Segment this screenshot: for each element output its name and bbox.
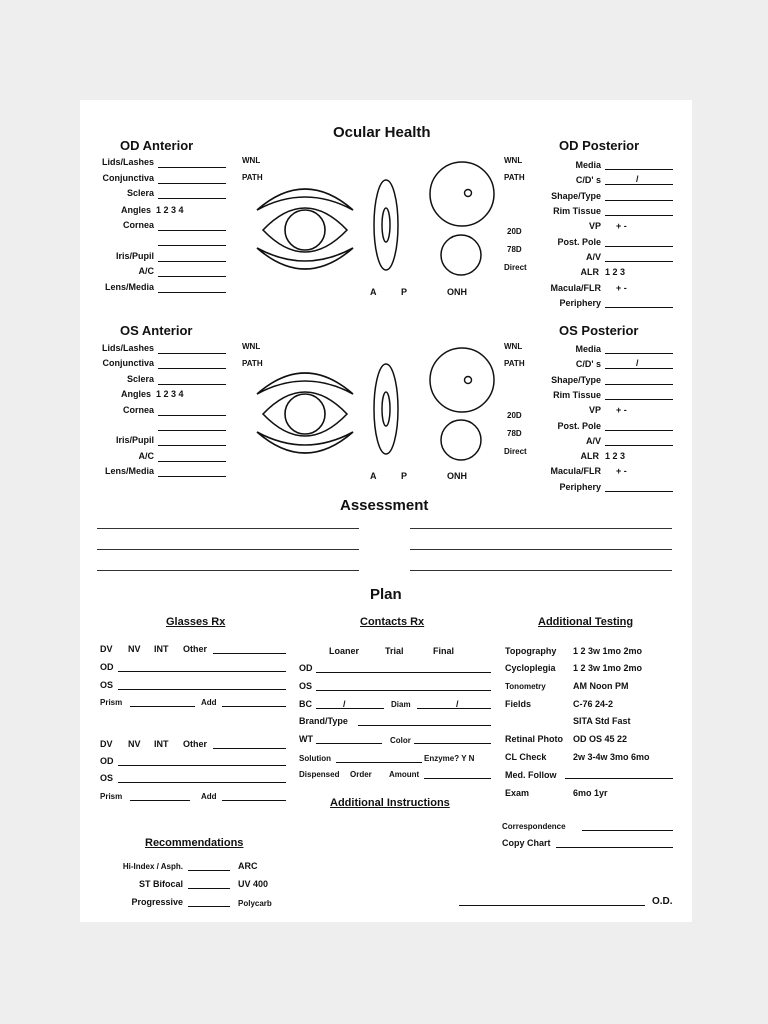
glasses-dv-option-1[interactable]: DV	[100, 644, 113, 654]
od-lens-cross-section-diagram	[372, 178, 400, 272]
os-conj-label: Conjunctiva	[102, 358, 154, 368]
os-shape-label: Shape/Type	[551, 375, 601, 385]
os-shape-field[interactable]	[605, 384, 673, 385]
od-macula-options[interactable]: + -	[616, 283, 627, 293]
glasses-nv-option-2[interactable]: NV	[128, 739, 141, 749]
os-wnl-label[interactable]: WNL	[242, 342, 261, 351]
od-rim-field[interactable]	[605, 215, 673, 216]
contacts-order-option[interactable]: Order	[350, 770, 372, 779]
glasses-other-label-1: Other	[183, 644, 208, 654]
od-vp-options[interactable]: + -	[616, 221, 627, 231]
contacts-trial-option[interactable]: Trial	[385, 646, 404, 656]
od-cornea-field-2[interactable]	[158, 245, 226, 246]
os-cd-field[interactable]	[605, 368, 673, 369]
os-cornea-field[interactable]	[158, 415, 226, 416]
contacts-diam-slash: /	[456, 699, 459, 709]
os-onh-circle-diagram	[439, 418, 483, 462]
od-anterior-eye-diagram	[255, 178, 355, 280]
testing-retinal-photo-label: Retinal Photo	[505, 734, 563, 744]
od-sclera-field[interactable]	[158, 198, 226, 199]
od-media-field[interactable]	[605, 169, 673, 170]
od-media-label: Media	[575, 160, 601, 170]
od-lids-field[interactable]	[158, 167, 226, 168]
glasses-od-label-2: OD	[100, 756, 114, 766]
contacts-color-label: Color	[390, 736, 411, 745]
contacts-dispensed-option[interactable]: Dispensed	[299, 770, 340, 779]
os-lids-field[interactable]	[158, 353, 226, 354]
od-a-label: A	[370, 287, 377, 297]
os-cornea-label: Cornea	[122, 405, 154, 415]
od-cornea-label: Cornea	[122, 220, 154, 230]
od-postpole-label: Post. Pole	[557, 237, 601, 247]
glasses-nv-option-1[interactable]: NV	[128, 644, 141, 654]
rec-hi-index-label: Hi-Index / Asph.	[122, 862, 183, 871]
os-lens-label: Lens/Media	[104, 466, 154, 476]
glasses-prism-field-2[interactable]	[130, 800, 190, 801]
glasses-other-label-2: Other	[183, 739, 208, 749]
od-vp-label: VP	[588, 221, 601, 231]
od-78d-label[interactable]: 78D	[507, 245, 522, 254]
od-lens-label: Lens/Media	[104, 282, 154, 292]
testing-cycloplegia-label: Cycloplegia	[505, 663, 556, 673]
glasses-os-label-1: OS	[100, 680, 114, 690]
os-lens-cross-section-diagram	[372, 362, 400, 456]
os-path-label-right[interactable]: PATH	[504, 359, 525, 368]
od-periphery-label: Periphery	[559, 298, 601, 308]
assessment-line-3-left[interactable]	[97, 570, 359, 571]
os-macula-options[interactable]: + -	[616, 466, 627, 476]
testing-fields-label: Fields	[505, 699, 532, 709]
copy-chart-label: Copy Chart	[502, 838, 551, 848]
od-macula-label: Macula/FLR	[550, 283, 601, 293]
rec-st-bifocal-field[interactable]	[188, 888, 230, 889]
os-alr-options[interactable]: 1 2 3	[605, 451, 626, 461]
os-av-label: A/V	[585, 436, 601, 446]
testing-topography-options[interactable]: 1 2 3w 1mo 2mo	[573, 646, 643, 656]
os-wnl-label-right[interactable]: WNL	[504, 342, 523, 351]
contacts-enzyme-option[interactable]: Enzyme? Y N	[424, 754, 475, 763]
correspondence-label: Correspondence	[502, 822, 566, 831]
testing-med-follow-field[interactable]	[565, 778, 673, 779]
os-postpole-label: Post. Pole	[557, 421, 601, 431]
contacts-bc-field[interactable]	[316, 708, 384, 709]
os-sclera-label: Sclera	[126, 374, 154, 384]
os-anterior-eye-diagram	[255, 362, 355, 464]
os-rim-label: Rim Tissue	[553, 390, 601, 400]
od-fundus-diagram	[428, 160, 496, 228]
testing-fields-options-2[interactable]: SITA Std Fast	[573, 716, 631, 726]
os-ac-label: A/C	[138, 451, 154, 461]
testing-retinal-photo-options[interactable]: OD OS 45 22	[573, 734, 628, 744]
glasses-od-field-2[interactable]	[118, 765, 286, 766]
rec-hi-index-field[interactable]	[188, 870, 230, 871]
signature-field[interactable]	[459, 905, 645, 906]
od-cd-label: C/D' s	[575, 175, 601, 185]
os-iris-field[interactable]	[158, 445, 226, 446]
glasses-od-field-1[interactable]	[118, 671, 286, 672]
contacts-solution-field[interactable]	[336, 762, 422, 763]
os-20d-label[interactable]: 20D	[507, 411, 522, 420]
os-a-label: A	[370, 471, 377, 481]
assessment-line-1-left[interactable]	[97, 528, 359, 529]
od-shape-label: Shape/Type	[551, 191, 601, 201]
copy-chart-field[interactable]	[556, 847, 673, 848]
testing-cl-check-options[interactable]: 2w 3-4w 3mo 6mo	[573, 752, 650, 762]
od-iris-field[interactable]	[158, 261, 226, 262]
glasses-int-option-1[interactable]: INT	[154, 644, 169, 654]
contacts-wt-field[interactable]	[316, 743, 382, 744]
os-alr-label: ALR	[580, 451, 599, 461]
os-av-field[interactable]	[605, 445, 673, 446]
od-p-label: P	[401, 287, 408, 297]
contacts-bc-slash: /	[343, 699, 346, 709]
assessment-heading: Assessment	[340, 497, 429, 514]
additional-testing-heading: Additional Testing	[538, 616, 634, 628]
os-conj-field[interactable]	[158, 368, 226, 369]
od-ac-label: A/C	[138, 266, 154, 276]
os-periphery-label: Periphery	[559, 482, 601, 492]
od-lids-label: Lids/Lashes	[101, 157, 154, 167]
od-wnl-label-right[interactable]: WNL	[504, 156, 523, 165]
contacts-bc-label: BC	[299, 699, 312, 709]
od-ac-field[interactable]	[158, 276, 226, 277]
os-vp-label: VP	[588, 405, 601, 415]
od-angles-options[interactable]: 1 2 3 4	[156, 205, 184, 215]
glasses-other-field-2[interactable]	[213, 748, 286, 749]
os-fundus-diagram	[428, 346, 496, 414]
os-media-label: Media	[575, 344, 601, 354]
od-alr-options[interactable]: 1 2 3	[605, 267, 626, 277]
od-iris-label: Iris/Pupil	[115, 251, 154, 261]
recommendations-heading: Recommendations	[145, 837, 244, 849]
testing-fields-options[interactable]: C-76 24-2	[573, 699, 614, 709]
os-cornea-field-2[interactable]	[158, 430, 226, 431]
od-path-label[interactable]: PATH	[242, 173, 263, 182]
os-p-label: P	[401, 471, 408, 481]
additional-instructions-heading: Additional Instructions	[330, 797, 450, 809]
os-direct-label[interactable]: Direct	[504, 447, 527, 456]
glasses-dv-option-2[interactable]: DV	[100, 739, 113, 749]
os-media-field[interactable]	[605, 353, 673, 354]
os-angles-label: Angles	[121, 389, 152, 399]
correspondence-field[interactable]	[582, 830, 673, 831]
od-onh-label: ONH	[447, 287, 467, 297]
os-posterior-heading: OS Posterior	[559, 323, 639, 338]
os-anterior-heading: OS Anterior	[120, 323, 193, 338]
rec-arc-label: ARC	[238, 861, 258, 871]
testing-exam-options[interactable]: 6mo 1yr	[573, 788, 608, 798]
glasses-other-field-1[interactable]	[213, 653, 286, 654]
os-vp-options[interactable]: + -	[616, 405, 627, 415]
rec-progressive-label: Progressive	[131, 897, 183, 907]
glasses-od-label-1: OD	[100, 662, 114, 672]
assessment-line-2-right[interactable]	[410, 549, 672, 550]
glasses-int-option-2[interactable]: INT	[154, 739, 169, 749]
od-onh-circle-diagram	[439, 233, 483, 277]
os-78d-label[interactable]: 78D	[507, 429, 522, 438]
contacts-solution-label: Solution	[299, 754, 331, 763]
contacts-amount-label: Amount	[389, 770, 420, 779]
contacts-color-field[interactable]	[414, 743, 491, 744]
glasses-prism-field-1[interactable]	[130, 706, 195, 707]
od-cd-slash: /	[636, 174, 639, 184]
testing-tonometry-label: Tonometry	[505, 682, 546, 691]
od-cd-field[interactable]	[605, 184, 673, 185]
os-rim-field[interactable]	[605, 399, 673, 400]
contacts-os-field[interactable]	[316, 690, 491, 691]
od-wnl-label[interactable]: WNL	[242, 156, 261, 165]
os-lids-label: Lids/Lashes	[101, 343, 154, 353]
od-lens-field[interactable]	[158, 292, 226, 293]
contacts-brand-field[interactable]	[358, 725, 491, 726]
glasses-add-label-1: Add	[201, 698, 217, 707]
contacts-loaner-option[interactable]: Loaner	[329, 646, 360, 656]
glasses-rx-heading: Glasses Rx	[166, 616, 226, 628]
contacts-diam-field[interactable]	[417, 708, 491, 709]
od-path-label-right[interactable]: PATH	[504, 173, 525, 182]
os-cd-slash: /	[636, 358, 639, 368]
glasses-prism-label-2: Prism	[100, 792, 123, 801]
os-iris-label: Iris/Pupil	[115, 435, 154, 445]
testing-tonometry-options[interactable]: AM Noon PM	[573, 681, 629, 691]
glasses-os-field-2[interactable]	[118, 782, 286, 783]
rec-uv400-label: UV 400	[238, 879, 269, 889]
os-cd-label: C/D' s	[575, 359, 601, 369]
glasses-os-label-2: OS	[100, 773, 114, 783]
od-angles-label: Angles	[121, 205, 152, 215]
os-macula-label: Macula/FLR	[550, 466, 601, 476]
od-shape-field[interactable]	[605, 200, 673, 201]
testing-cycloplegia-options[interactable]: 1 2 3w 1mo 2mo	[573, 663, 643, 673]
glasses-add-field-1[interactable]	[222, 706, 286, 707]
glasses-add-field-2[interactable]	[222, 800, 286, 801]
contacts-final-option[interactable]: Final	[433, 646, 455, 656]
od-cornea-field[interactable]	[158, 230, 226, 231]
glasses-os-field-1[interactable]	[118, 689, 286, 690]
os-angles-options[interactable]: 1 2 3 4	[156, 389, 184, 399]
rec-progressive-field[interactable]	[188, 906, 230, 907]
od-posterior-heading: OD Posterior	[559, 138, 640, 153]
form-title: Ocular Health	[333, 124, 431, 141]
od-sclera-label: Sclera	[126, 188, 154, 198]
signature-od-suffix: O.D.	[652, 896, 673, 907]
od-periphery-field[interactable]	[605, 307, 673, 308]
os-postpole-field[interactable]	[605, 430, 673, 431]
od-rim-label: Rim Tissue	[553, 206, 601, 216]
od-conj-field[interactable]	[158, 183, 226, 184]
contacts-brand-label: Brand/Type	[299, 716, 348, 726]
plan-heading: Plan	[370, 586, 402, 603]
contacts-wt-label: WT	[299, 734, 313, 744]
assessment-line-2-left[interactable]	[97, 549, 359, 550]
contacts-od-label: OD	[299, 663, 313, 673]
rec-polycarb-label: Polycarb	[238, 899, 272, 908]
testing-topography-label: Topography	[505, 646, 557, 656]
contacts-rx-heading: Contacts Rx	[360, 616, 425, 628]
glasses-prism-label-1: Prism	[100, 698, 123, 707]
os-onh-label: ONH	[447, 471, 467, 481]
assessment-line-3-right[interactable]	[410, 570, 672, 571]
testing-cl-check-label: CL Check	[505, 752, 547, 762]
od-postpole-field[interactable]	[605, 246, 673, 247]
od-av-label: A/V	[585, 252, 601, 262]
od-av-field[interactable]	[605, 261, 673, 262]
contacts-diam-label: Diam	[391, 700, 411, 709]
od-direct-label[interactable]: Direct	[504, 263, 527, 272]
od-20d-label[interactable]: 20D	[507, 227, 522, 236]
os-path-label[interactable]: PATH	[242, 359, 263, 368]
glasses-add-label-2: Add	[201, 792, 217, 801]
os-sclera-field[interactable]	[158, 384, 226, 385]
os-ac-field[interactable]	[158, 461, 226, 462]
assessment-line-1-right[interactable]	[410, 528, 672, 529]
os-lens-field[interactable]	[158, 476, 226, 477]
od-alr-label: ALR	[580, 267, 599, 277]
testing-med-follow-label: Med. Follow	[505, 770, 557, 780]
contacts-od-field[interactable]	[316, 672, 491, 673]
od-conj-label: Conjunctiva	[102, 173, 154, 183]
testing-exam-label: Exam	[505, 788, 530, 798]
rec-st-bifocal-label: ST Bifocal	[138, 879, 183, 889]
contacts-os-label: OS	[299, 681, 313, 691]
contacts-amount-field[interactable]	[424, 778, 491, 779]
od-anterior-heading: OD Anterior	[120, 138, 194, 153]
os-periphery-field[interactable]	[605, 491, 673, 492]
